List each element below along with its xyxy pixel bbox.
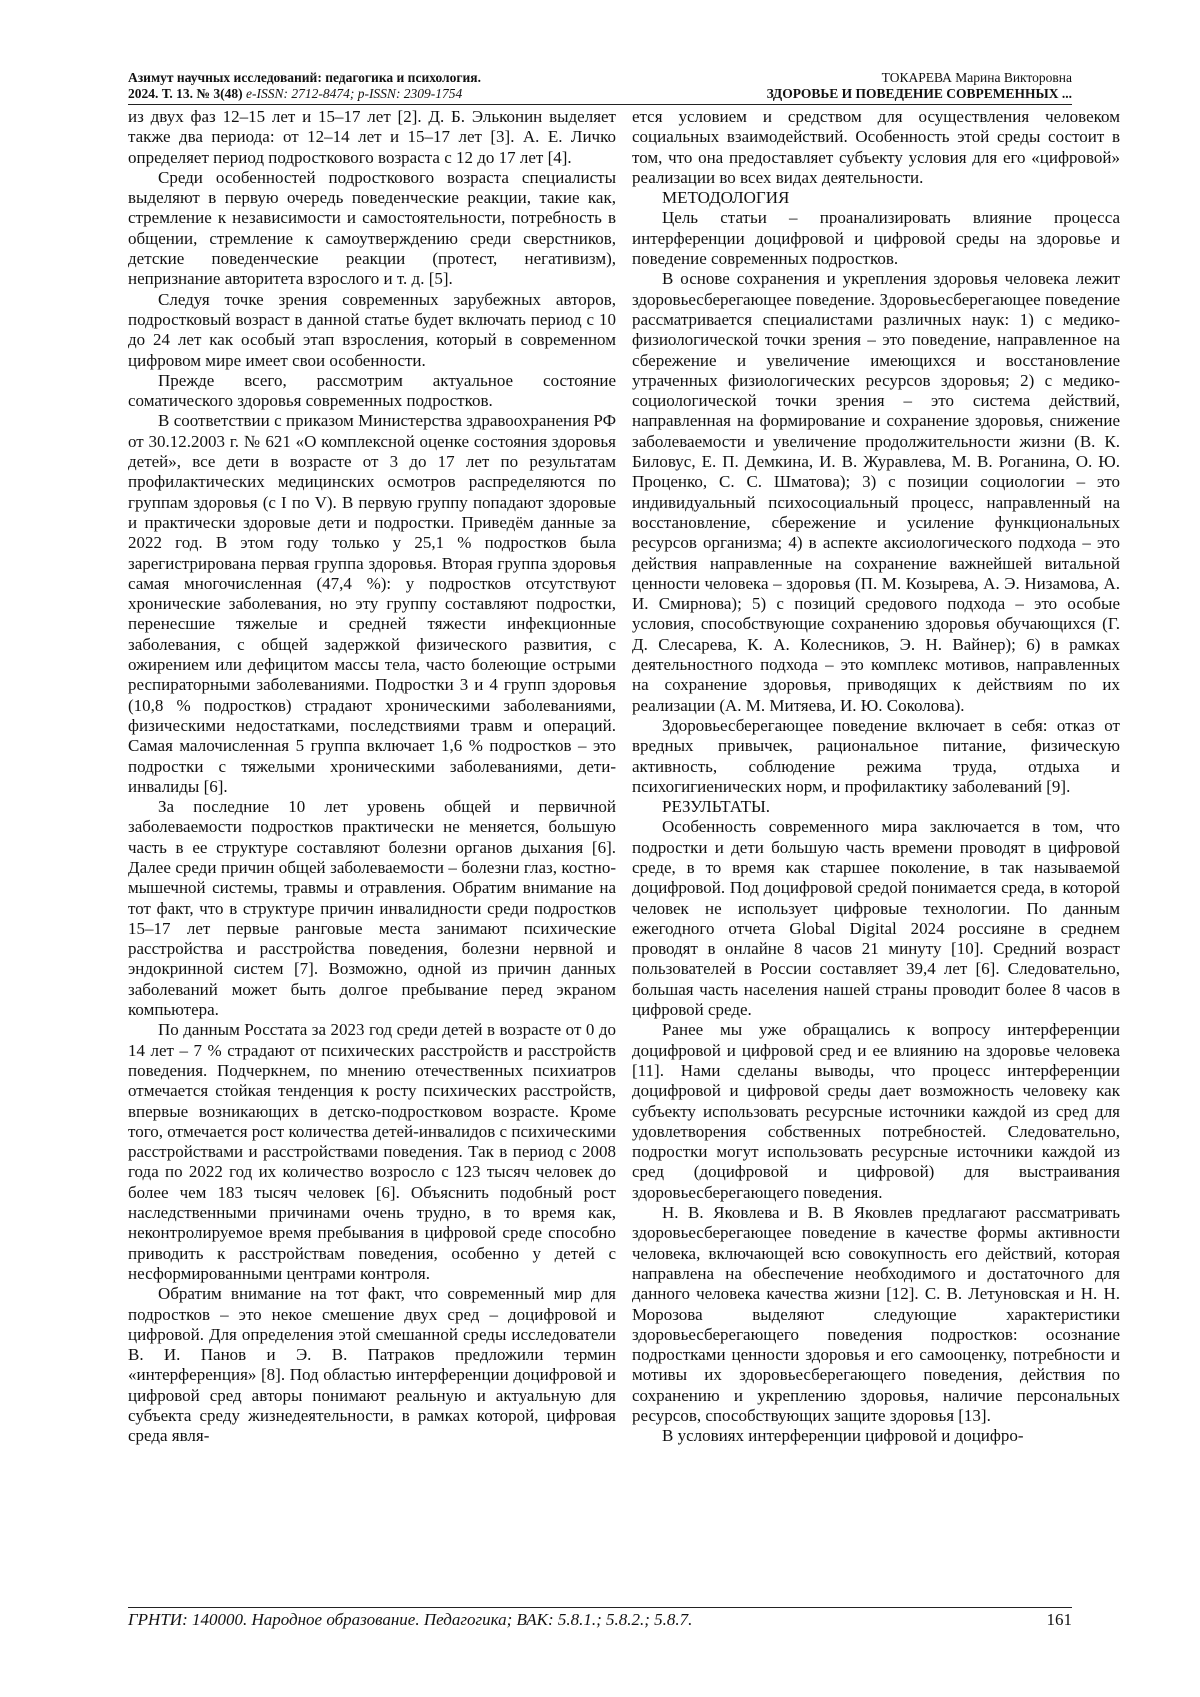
journal-title: Азимут научных исследований: педагогика и психология.: [128, 70, 481, 85]
paragraph: В условиях интерференции цифровой и доцифро-: [662, 1426, 1024, 1446]
journal-issn: e-ISSN: 2712-8474; p-ISSN: 2309-1754: [245, 86, 463, 101]
right-column: [632, 107, 1120, 1605]
journal-volume: 2024. Т. 13. № 3(48): [128, 86, 243, 101]
paragraph: Следуя точке зрения современных зарубежных авторов, подростковый возраст в данной статье будет включать период с 10 до 24 лет как особый этап взросления, который в современном цифровом мире имеет свои особенности.: [128, 289, 616, 370]
paragraph: Цель статьи – проанализировать влияние процесса интерференции доцифровой и цифровой среды на здоровье и поведение современных подростков.: [632, 208, 1120, 269]
header-rule: [128, 104, 1072, 105]
paragraph: из двух фаз 12–15 лет и 15–17 лет [2]. Д. Б. Эльконин выделяет также два периода: от 12–14 лет и 15–17 лет [3]. А. Е. Личко определяет период подросткового возраста с 12 до 17 лет [4].: [128, 107, 616, 167]
paragraph: В основе сохранения и укрепления здоровья человека лежит здоровьесберегающее поведение. Здоровьесберегающее поведение рассматривается специалистами различных наук: 1) с медико-физиологической точки зрения – это поведение, направленное на сбережение и увеличение имеющихся и восстановление утраченных физиологических ресурсов здоровья; 2) с медико-социологической точки зрения – это система действий, направленная на формирование и сохранение здоровья, снижение заболеваемости и увеличение продолжительности жизни (В. К. Биловус, Е. П. Демкина, И. В. Журавлева, М. В. Роганина, О. Ю. Проценко, С. С. Шматова); 3) с позиции социологии – это индивидуальный психосоциальный процесс, направленный на восстановление, сбережение и усиление функциональных ресурсов организма; 4) в аспекте аксиологического подхода – это действия направленные на сохранение важнейшей витальной ценности человека – здоровья (П. М. Козырева, А. Э. Низамова, А. И. Смирнова); 5) с позиций средового подхода – это особые условия, способствующие сохранению здоровья обучающихся (Г. Д. Слесарева, К. А. Колесников, Э. Н. Вайнер); 6) в рамках деятельностного подхода – это комплекс мотивов, направленных на сохранение здоровья, приводящих к действиям по их реализации (А. М. Митяева, И. Ю. Соколова).: [632, 269, 1120, 715]
paragraph: Прежде всего, рассмотрим актуальное состояние соматического здоровья современных подростков.: [128, 370, 616, 411]
paragraph: Н. В. Яковлева и В. В Яковлев предлагают рассматривать здоровьесберегающее поведение в качестве формы активности человека, включающей всю совокупность его действий, которая направлена на обеспечение необходимого и достаточного для данного человека качества жизни [12]. С. В. Летуновская и Н. Н. Морозова выделяют следующие характеристики здоровьесберегающего поведения подростков: осознание подростками ценности здоровья и его самооценку, потребности и мотивы их здоровьесберегающего поведения, действия по сохранению и укреплению здоровья, наличие персональных ресурсов, способствующих защите здоровья [13].: [632, 1203, 1120, 1425]
footer-rule: [128, 1607, 1072, 1608]
paragraph: Здоровьесберегающее поведение включает в себя: отказ от вредных привычек, рациональное питание, физическую активность, соблюдение режима труда, отдыха и психогигиенических норм, и профилактику заболеваний [9].: [632, 715, 1120, 796]
paragraph: Ранее мы уже обращались к вопросу интерференции доцифровой и цифровой сред и ее влиянию на здоровье человека [11]. Нами сделаны выводы, что процесс интерференции доцифровой и цифровой среды дает возможность человеку как субъекту использовать ресурсные источники каждой из сред для удовлетворения собственных потребностей. Следовательно, подростки могут использовать ресурсные источники каждой из сред (доцифровой и цифровой) для выстраивания здоровьесберегающего поведения.: [632, 1020, 1120, 1202]
article-header: [552, 70, 1072, 102]
author-name: ТОКАРЕВА Марина Викторовна: [881, 70, 1072, 85]
paragraph: В соответствии с приказом Министерства здравоохранения РФ от 30.12.2003 г. № 621 «О комплексной оценке состояния здоровья детей», все дети в возрасте от 3 до 17 лет по результатам профилактических медицинских осмотров распределяются по группам здоровья (с I по V). В первую группу попадают здоровые и практически здоровые дети и подростки. Приведём данные за 2022 год. В этом году только у 25,1 % подростков была зарегистрирована первая группа здоровья. Вторая группа здоровья самая многочисленная (47,4 %): у подростков отсутствуют хронические заболевания, но эту группу составляют подростки, перенесшие тяжелые и средней тяжести инфекционные заболевания, с общей задержкой физического развития, с ожирением или дефицитом массы тела, часто болеющие острыми респираторными заболеваниями. Подростки 3 и 4 групп здоровья (10,8 % подростков) страдают хроническими заболеваниями, физическими недостатками, последствиями травм и операций. Самая малочисленная 5 группа включает 1,6 % подростков – это подростки с тяжелыми хроническими заболеваниями, дети-инвалиды [6].: [128, 411, 616, 796]
section-heading-results: РЕЗУЛЬТАТЫ.: [662, 797, 771, 817]
left-column: [128, 107, 616, 1605]
page-number: 161: [1046, 1610, 1072, 1629]
paragraph: Среди особенностей подросткового возраста специалисты выделяют в первую очередь поведенческие реакции, такие как, стремление к независимости и самостоятельности, потребность в общении, стремление к самоутверждению среди сверстников, детские поведенческие реакции (протест, негативизм), непризнание авторитета взрослого и т. д. [5].: [128, 167, 616, 289]
paragraph: За последние 10 лет уровень общей и первичной заболеваемости подростков практически не меняется, большую часть в ее структуре составляют болезни органов дыхания [6]. Далее среди причин общей заболеваемости – болезни глаз, костно-мышечной системы, травмы и отравления. Обратим внимание на тот факт, что в структуре причин инвалидности среди подростков 15–17 лет первые ранговые места занимают психические расстройства и расстройства поведения, болезни нервной и эндокринной систем [7]. Возможно, одной из причин данных заболеваний может быть долгое пребывание перед экраном компьютера.: [128, 797, 616, 1020]
section-heading-methodology: МЕТОДОЛОГИЯ: [662, 188, 790, 208]
paragraph: Особенность современного мира заключается в том, что подростки и дети большую часть времени проводят в цифровой среде, в то время как старшее поколение, в так называемой доцифровой. Под доцифровой средой понимается среда, в которой человек не использует цифровые технологии. По данным ежегодного отчета Global Digital 2024 россияне в среднем проводят в онлайне 8 часов 21 минуту [10]. Средний возраст пользователей в России составляет 39,4 лет [6]. Следовательно, большая часть населения нашей страны проводит более 8 часов в цифровой среде.: [632, 817, 1120, 1020]
paragraph: ется условием и средством для осуществления человеком социальных взаимодействий. Особенность этой среды состоит в том, что она предоставляет субъекту условия для его «цифровой» реализации во всех видах деятельности.: [632, 107, 1120, 187]
running-title: ЗДОРОВЬЕ И ПОВЕДЕНИЕ СОВРЕМЕННЫХ ...: [766, 86, 1072, 101]
paragraph: Обратим внимание на тот факт, что современный мир для подростков – это некое смешение двух сред – доцифровой и цифровой. Для определения этой смешанной среды исследователи В. И. Панов и Э. В. Патраков предложили термин «интерференция» [8]. Под областью интерференции доцифровой и цифровой сред авторы понимают реальную и актуальную для субъекта среду жизнедеятельности, в рамках которой, цифровая среда явля-: [128, 1284, 616, 1446]
classification-codes: ГРНТИ: 140000. Народное образование. Педагогика; ВАК: 5.8.1.; 5.8.2.; 5.8.7.: [128, 1610, 693, 1629]
page-footer: [128, 1610, 1072, 1630]
paragraph: По данным Росстата за 2023 год среди детей в возрасте от 0 до 14 лет – 7 % страдают от психических расстройств и расстройств поведения. Подчеркнем, по мнению отечественных психиатров отмечается стойкая тенденция к росту психических расстройств, впервые возникающих в детско-подростковом возрасте. Кроме того, отмечается рост количества детей-инвалидов с психическими расстройствами и расстройствами поведения. Так в период с 2008 года по 2022 год их количество возросло с 123 тысяч человек до более чем 183 тысяч человек [6]. Объяснить подобный рост наследственными причинами очень трудно, в то время как, неконтролируемое время пребывания в цифровой среде способно приводить к расстройствам поведения, особенно у детей с несформированными центрами контроля.: [128, 1020, 616, 1283]
